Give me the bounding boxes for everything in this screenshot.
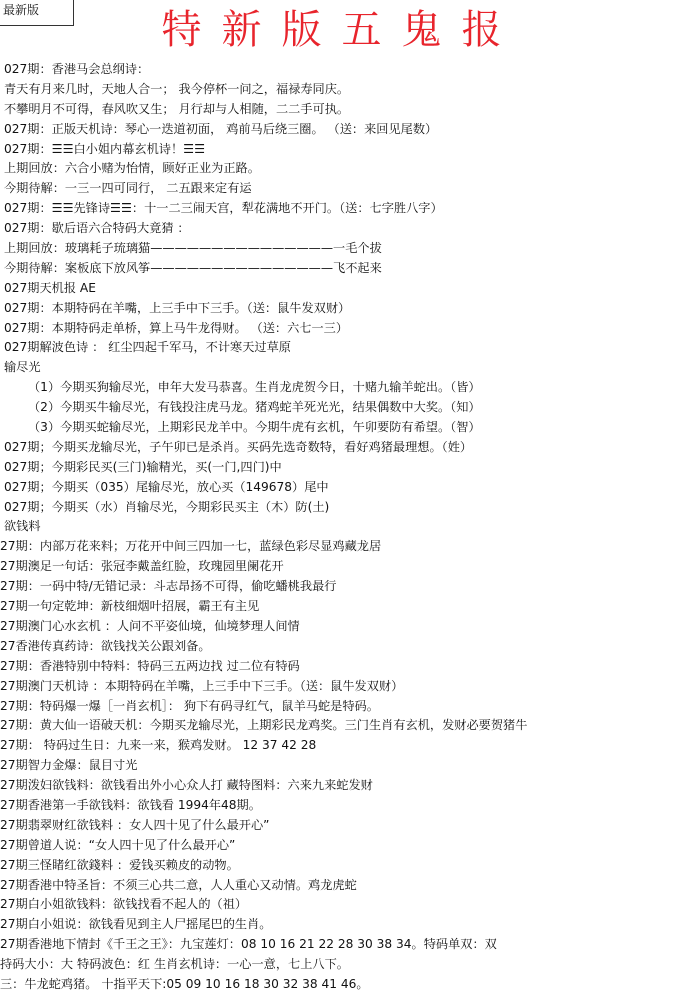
text-line: 27期三怪睹红欲錢料 ：爱钱买赖皮的动物。 — [0, 857, 239, 872]
text-line: 27期：一码中特/无错记录：斗志昂扬不可得，偷吃蟠桃我最行 — [0, 579, 337, 594]
text-line: 27期智力金爆：鼠目寸光 — [0, 758, 138, 773]
text-body — [0, 60, 683, 995]
text-line: 上期回放：六合小赌为怡情，顾好正业为正路。 — [4, 161, 260, 176]
text-line: 027期：歇后语六合特码大竟猜 ： — [4, 221, 190, 236]
version-tag: 最新版 — [0, 0, 74, 26]
text-line: 27期：特码爆一爆［一肖玄机］： 狗下有码寻红气，鼠羊马蛇是特码。 — [0, 698, 379, 713]
text-line: （2）今期买牛输尽光，有钱投注虎马龙。猪鸡蛇羊死光光，结果偶数中大奖。（知） — [28, 400, 481, 415]
text-line: 027期：正版天机诗：琴心一迭道初面， 鸡前马后绕三圈。 （送：来回见尾数） — [4, 121, 438, 136]
text-line: 27期香港地下情封《千王之王》：九宝莲灯：08 10 16 21 22 28 30 38 34。特码单双：双 — [0, 937, 497, 952]
text-line: 27期澳足一句话：张冠李戴盖红脸，玫瑰园里阑花开 — [0, 559, 284, 574]
text-line: 27期：内部万花来料；万花开中间三四加一七，蓝绿色彩尽显鸡藏龙居 — [0, 539, 382, 554]
text-line: 027期：香港马会总纲诗： — [4, 62, 150, 76]
text-line: 27香港传真药诗：欲钱找关公跟刘备。 — [0, 638, 211, 653]
text-line: 027期；今期买（035）尾输尽光，放心买（149678）尾中 — [4, 479, 329, 494]
text-line: 27期澳门心水玄机 ：人问不平姿仙境，仙境梦理人间情 — [0, 618, 300, 633]
text-line: 027期；今期彩民买(三门)输精光，买(一门,四门)中 — [4, 459, 282, 474]
text-line: 上期回放：玻璃耗子琉璃猫———————————————一毛个拔 — [4, 241, 382, 256]
text-line: 27期：黄大仙一语破天机：今期买龙输尽光，上期彩民龙鸡奖。三门生肖有玄机，发财必要贺猪牛 — [0, 718, 528, 733]
text-line: 27期泼妇欲钱料：欲钱看出外小心众人打 藏特图料：六来九来蛇发财 — [0, 778, 373, 793]
text-line: 27期一句定乾坤：新枝细烟叶招展，霸王有主见 — [0, 599, 260, 614]
text-line: 今期待解：案板底下放风筝———————————————飞不起来 — [4, 260, 382, 275]
text-line: 27期澳门天机诗 ：本期特码在羊嘴，上三手中下三手。（送：鼠牛发双财） — [0, 678, 404, 693]
section-heading: 欲钱料 — [4, 519, 41, 534]
text-line: 27期翡翠财红欲钱料 ：女人四十见了什么最开心” — [0, 817, 270, 832]
text-line: 027期：本期特码在羊嘴，上三手中下三手。（送：鼠牛发双财） — [4, 300, 351, 315]
text-line: 27期香港中特圣旨：不须三心共二意，人人重心又动情。鸡龙虎蛇 — [0, 877, 357, 892]
text-line: 027期天机报 AE — [4, 280, 96, 295]
page-title: 特新版五鬼报 — [161, 7, 522, 53]
text-line: 27期： 特码过生日：九来一来，猴鸡发财。 12 37 42 28 — [0, 738, 317, 753]
text-line: 027期；今期买（水）肖输尽光，今期彩民买主（木）防(土) — [4, 499, 330, 514]
text-line: 今期待解：一三一四可同行， 二五跟来定有运 — [4, 181, 252, 196]
text-line: 027期；今期买龙输尽光，子午卯已是杀肖。买码先选奇数特，看好鸡猪最理想。（姓） — [4, 439, 473, 454]
text-line: （1）今期买狗输尽光，申年大发马恭喜。生肖龙虎贺今日，十赌九输羊蛇出。（皆） — [28, 380, 481, 395]
text-line: 27期白小姐说：欲钱看见到主人尸摇尾巴的生肖。 — [0, 917, 272, 932]
text-line: 27期白小姐欲钱料：欲钱找看不起人的（祖） — [0, 897, 248, 912]
text-line: 三：牛龙蛇鸡猪。 十指平天下:05 09 10 16 18 30 32 38 41 46。 — [0, 976, 369, 991]
text-line: 027期：☰☰白小姐内幕玄机诗！☰☰ — [4, 141, 206, 156]
text-line: 027期：☰☰先锋诗☰☰：十一二三闹天宫，犁花满地不开门。（送：七字胜八字） — [4, 201, 443, 216]
text-line: 027期：本期特码走单桥，算上马牛龙得财。 （送：六七一三） — [4, 320, 349, 335]
text-line: 27期香港第一手欲钱料：欲钱看 1994年48期。 — [0, 797, 261, 812]
text-line: 不攀明月不可得，春风吹又生； 月行却与人相随，二二手可执。 — [4, 101, 350, 116]
section-heading: 输尽光 — [4, 360, 41, 375]
text-line: 青天有月来几时，天地人合一； 我今停杯一问之，福禄寿同庆。 — [4, 81, 350, 96]
text-line: 持码大小：大 特码波色：红 生肖玄机诗：一心一意，七上八下。 — [0, 957, 349, 972]
text-line: 27期曾道人说：“女人四十见了什么最开心” — [0, 837, 236, 852]
text-line: 027期解波色诗 ： 红尘四起千军马，不计寒天过草原 — [4, 340, 291, 355]
text-line: 27期：香港特别中特料：特码三五两边找 过二位有特码 — [0, 658, 300, 673]
text-line: （3）今期买蛇输尽光，上期彩民龙羊中。今期牛虎有玄机，午卯要防有希望。（智） — [28, 420, 481, 435]
